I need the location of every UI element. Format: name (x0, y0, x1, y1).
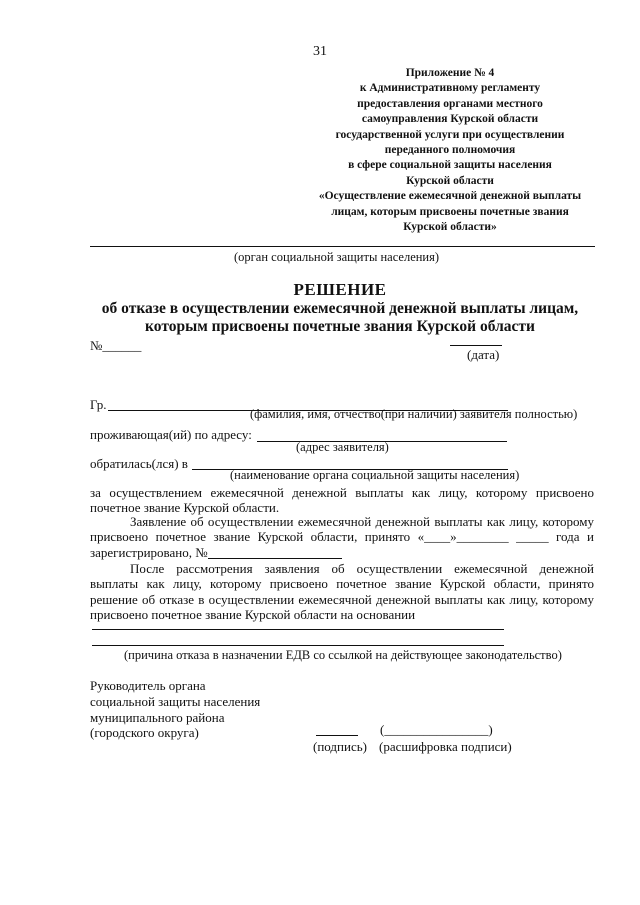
paragraph3-line3: решение об отказе в осуществлении ежемесячной денежной выплаты как лицу, которому (90, 592, 594, 607)
signature-caption: (подпись) (313, 739, 367, 754)
reason-field-line-2[interactable] (92, 645, 504, 646)
appendix-line: к Административному регламенту (359, 82, 541, 95)
document-subtitle-line2: которым присвоены почетные звания Курской области (145, 318, 535, 335)
reason-field-line-1[interactable] (92, 629, 504, 630)
date-caption: (дата) (467, 347, 500, 362)
applied-caption: (наименование органа социальной защиты населения) (230, 468, 520, 482)
address-label: проживающая(ий) по адресу: (90, 427, 252, 442)
paragraph3-line1: После рассмотрения заявления об осуществлении ежемесячной денежной (130, 561, 594, 576)
decision-number-field[interactable]: №______ (90, 338, 142, 353)
date-field-line[interactable] (450, 345, 502, 346)
organ-caption: (орган социальной защиты населения) (234, 250, 440, 264)
paragraph3-line2: выплаты как лицу, которому присвоено почетное звание Курской области, принято (90, 576, 594, 591)
document-title: РЕШЕНИЕ (293, 280, 387, 299)
paragraph3-line4: присвоено почетное звание Курской области на основании (90, 607, 416, 622)
signer-line2: социальной защиты населения (90, 694, 261, 709)
organ-field-line[interactable] (90, 246, 595, 247)
signer-line3: муниципального района (90, 710, 225, 725)
fio-caption: (фамилия, имя, отчество(при наличии) заявителя полностью) (250, 407, 578, 421)
appendix-line: «Осуществление ежемесячной денежной выплаты (318, 190, 582, 203)
appendix-line: лицам, которым присвоены почетные звания (331, 205, 569, 218)
page-number: 31 (313, 44, 327, 59)
signer-line1: Руководитель органа (90, 678, 206, 693)
signature-field-line[interactable] (316, 735, 358, 736)
applied-label: обратилась(лся) в (90, 456, 188, 471)
signature-decoding-field[interactable]: (________________) (380, 722, 493, 737)
registration-number-field-line[interactable] (208, 558, 342, 559)
paragraph1-line2: почетное звание Курской области. (90, 500, 280, 515)
paragraph1-line1: за осуществлением ежемесячной денежной выплаты как лицу, которому присвоено (90, 485, 594, 500)
appendix-line: Курской области (406, 174, 494, 187)
address-caption: (адрес заявителя) (296, 440, 389, 454)
document-subtitle-line1: об отказе в осуществлении ежемесячной денежной выплаты лицам, (101, 300, 579, 317)
paragraph2-line2: присвоено почетное звание Курской области, принято «____»________ _____ года и (90, 529, 594, 544)
appendix-line: в сфере социальной защиты населения (348, 159, 552, 172)
appendix-header (300, 66, 600, 235)
signer-line4: (городского округа) (90, 725, 199, 740)
appendix-line: Курской области» (403, 221, 497, 234)
appendix-line: самоуправления Курской области (361, 113, 539, 126)
paragraph2-line1: Заявление об осуществлении ежемесячной денежной выплаты как лицу, которому (130, 514, 594, 529)
decoding-caption: (расшифровка подписи) (379, 739, 512, 754)
appendix-line: Приложение № 4 (405, 67, 495, 79)
citizen-label: Гр. (90, 397, 107, 412)
appendix-line: предоставления органами местного (357, 97, 543, 110)
appendix-line: государственной услуги при осуществлении (335, 128, 565, 141)
appendix-line: переданного полномочия (384, 144, 516, 157)
reason-caption: (причина отказа в назначении ЕДВ со ссылкой на действующее законодательство) (124, 648, 562, 662)
paragraph2-line3: зарегистрировано, № (90, 545, 208, 560)
